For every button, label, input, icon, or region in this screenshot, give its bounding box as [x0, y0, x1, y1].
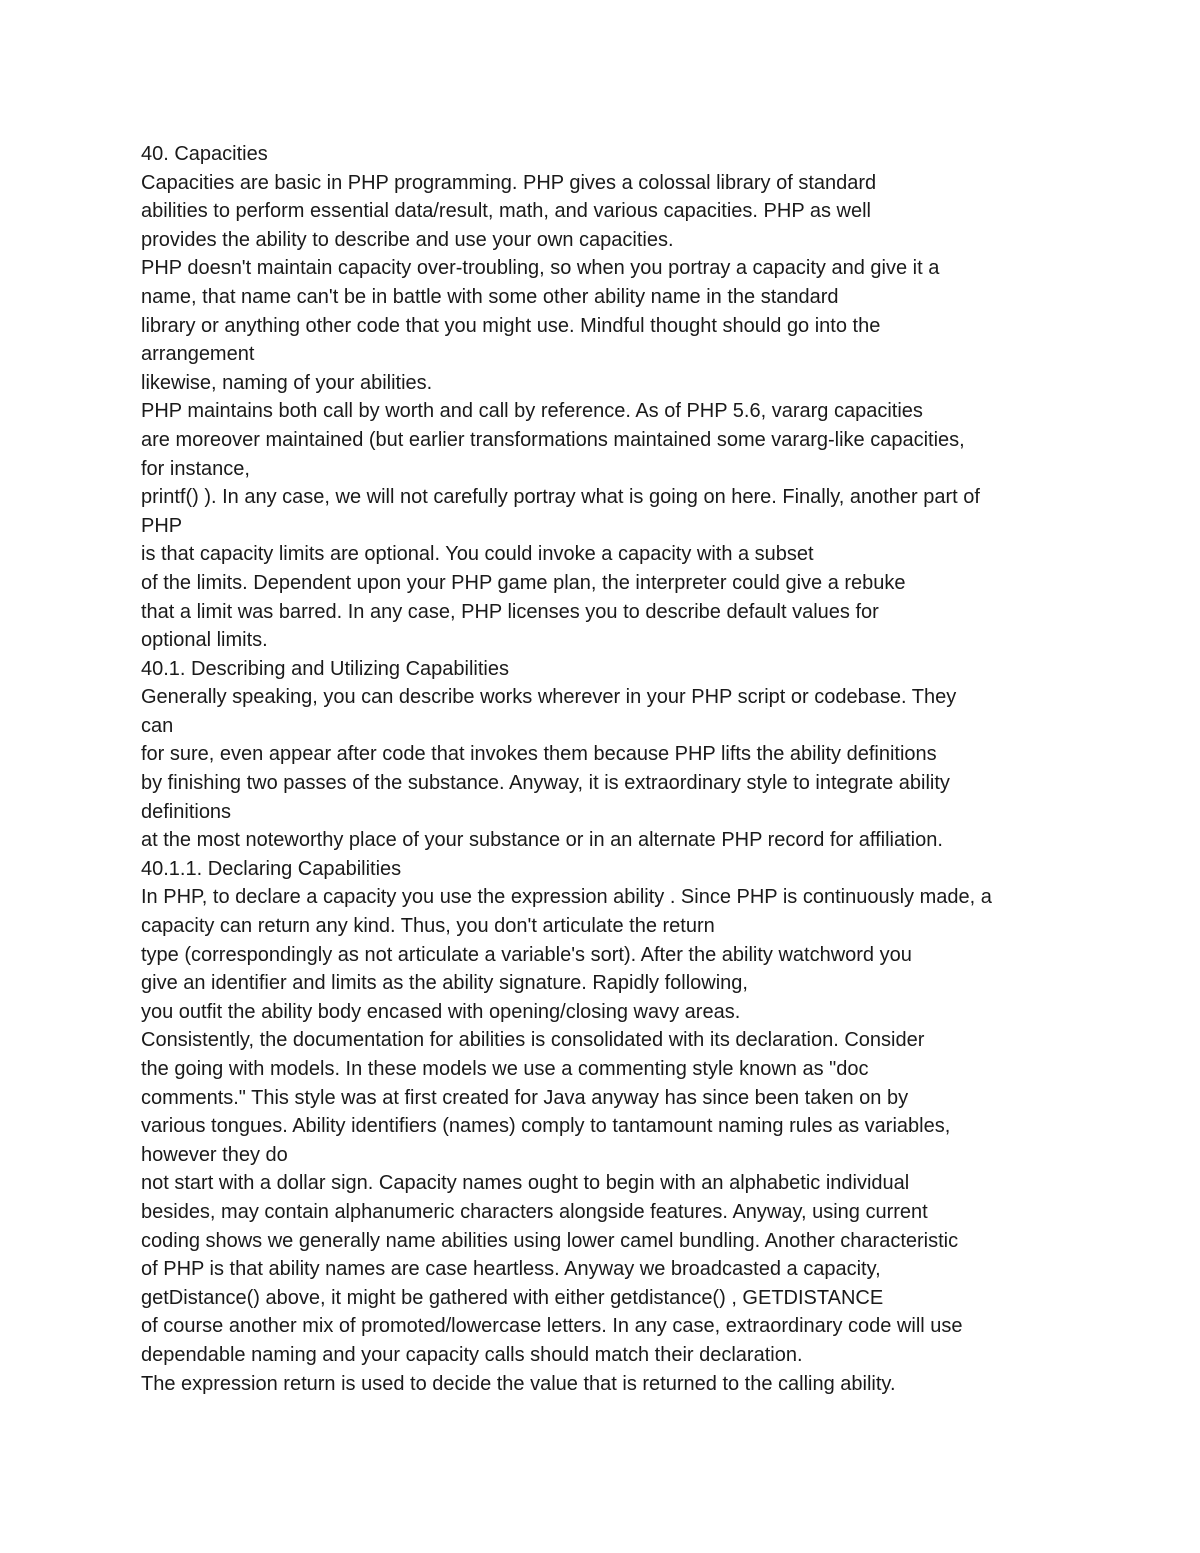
text-line: PHP maintains both call by worth and call by reference. As of PHP 5.6, vararg capacities	[141, 400, 923, 423]
text-line: comments." This style was at first created for Java anyway has since been taken on by	[141, 1086, 909, 1109]
section-heading-capacities: 40. Capacities	[141, 143, 268, 165]
text-line: can	[141, 714, 174, 737]
text-line: Capacities are basic in PHP programming. PHP gives a colossal library of standard	[141, 171, 877, 194]
text-line: besides, may contain alphanumeric characters alongside features. Anyway, using current	[141, 1200, 928, 1223]
text-line: capacity can return any kind. Thus, you don't articulate the return	[141, 915, 715, 938]
text-line: give an identifier and limits as the ability signature. Rapidly following,	[141, 972, 748, 995]
text-line: PHP doesn't maintain capacity over-troubling, so when you portray a capacity and give it a	[141, 257, 940, 280]
text-line: of PHP is that ability names are case heartless. Anyway we broadcasted a capacity,	[141, 1258, 881, 1281]
document-body	[141, 140, 1141, 1398]
text-line: The expression return is used to decide the value that is returned to the calling ability.	[141, 1372, 896, 1395]
text-line: is that capacity limits are optional. You could invoke a capacity with a subset	[141, 543, 814, 566]
text-line: the going with models. In these models we use a commenting style known as "doc	[141, 1058, 869, 1080]
text-line: type (correspondingly as not articulate a variable's sort). After the ability watchword you	[141, 943, 912, 966]
text-line: name, that name can't be in battle with some other ability name in the standard	[141, 285, 839, 308]
text-line: optional limits.	[141, 629, 268, 652]
text-line: you outfit the ability body encased with opening/closing wavy areas.	[141, 1000, 741, 1023]
section-heading-declaring-capabilities: 40.1.1. Declaring Capabilities	[141, 857, 402, 880]
text-line: PHP	[141, 514, 183, 537]
text-line: dependable naming and your capacity calls should match their declaration.	[141, 1343, 803, 1366]
text-line: abilities to perform essential data/result, math, and various capacities. PHP as well	[141, 200, 871, 223]
text-line: printf() ). In any case, we will not carefully portray what is going on here. Finally, another part of	[141, 486, 980, 509]
text-line: are moreover maintained (but earlier transformations maintained some vararg-like capacities,	[141, 428, 965, 451]
text-line: for sure, even appear after code that invokes them because PHP lifts the ability definitions	[141, 743, 937, 766]
text-line: likewise, naming of your abilities.	[141, 371, 433, 394]
text-line: library or anything other code that you might use. Mindful thought should go into the	[141, 314, 881, 337]
text-line: Consistently, the documentation for abilities is consolidated with its declaration. Consider	[141, 1029, 925, 1052]
text-line: that a limit was barred. In any case, PHP licenses you to describe default values for	[141, 600, 879, 623]
text-line: arrangement	[141, 343, 255, 366]
text-line: of the limits. Dependent upon your PHP game plan, the interpreter could give a rebuke	[141, 571, 906, 594]
text-line: provides the ability to describe and use your own capacities.	[141, 228, 674, 251]
text-line: Generally speaking, you can describe works wherever in your PHP script or codebase. They	[141, 686, 957, 709]
text-line: for instance,	[141, 457, 250, 480]
text-line: of course another mix of promoted/lowercase letters. In any case, extraordinary code will use	[141, 1315, 963, 1338]
text-line: by finishing two passes of the substance. Anyway, it is extraordinary style to integrate ability	[141, 772, 950, 795]
section-heading-describing-capabilities: 40.1. Describing and Utilizing Capabilities	[141, 657, 509, 680]
text-line: at the most noteworthy place of your substance or in an alternate PHP record for affiliation.	[141, 829, 943, 852]
text-line: coding shows we generally name abilities using lower camel bundling. Another characteristic	[141, 1229, 959, 1252]
text-line: various tongues. Ability identifiers (names) comply to tantamount naming rules as variables,	[141, 1115, 951, 1138]
text-line: getDistance() above, it might be gathered with either getdistance() , GETDISTANCE	[141, 1286, 884, 1309]
text-line: definitions	[141, 800, 232, 823]
text-line: not start with a dollar sign. Capacity names ought to begin with an alphabetic individual	[141, 1172, 910, 1195]
text-line: In PHP, to declare a capacity you use the expression ability . Since PHP is continuously made, a	[141, 886, 992, 909]
text-line: however they do	[141, 1143, 288, 1166]
